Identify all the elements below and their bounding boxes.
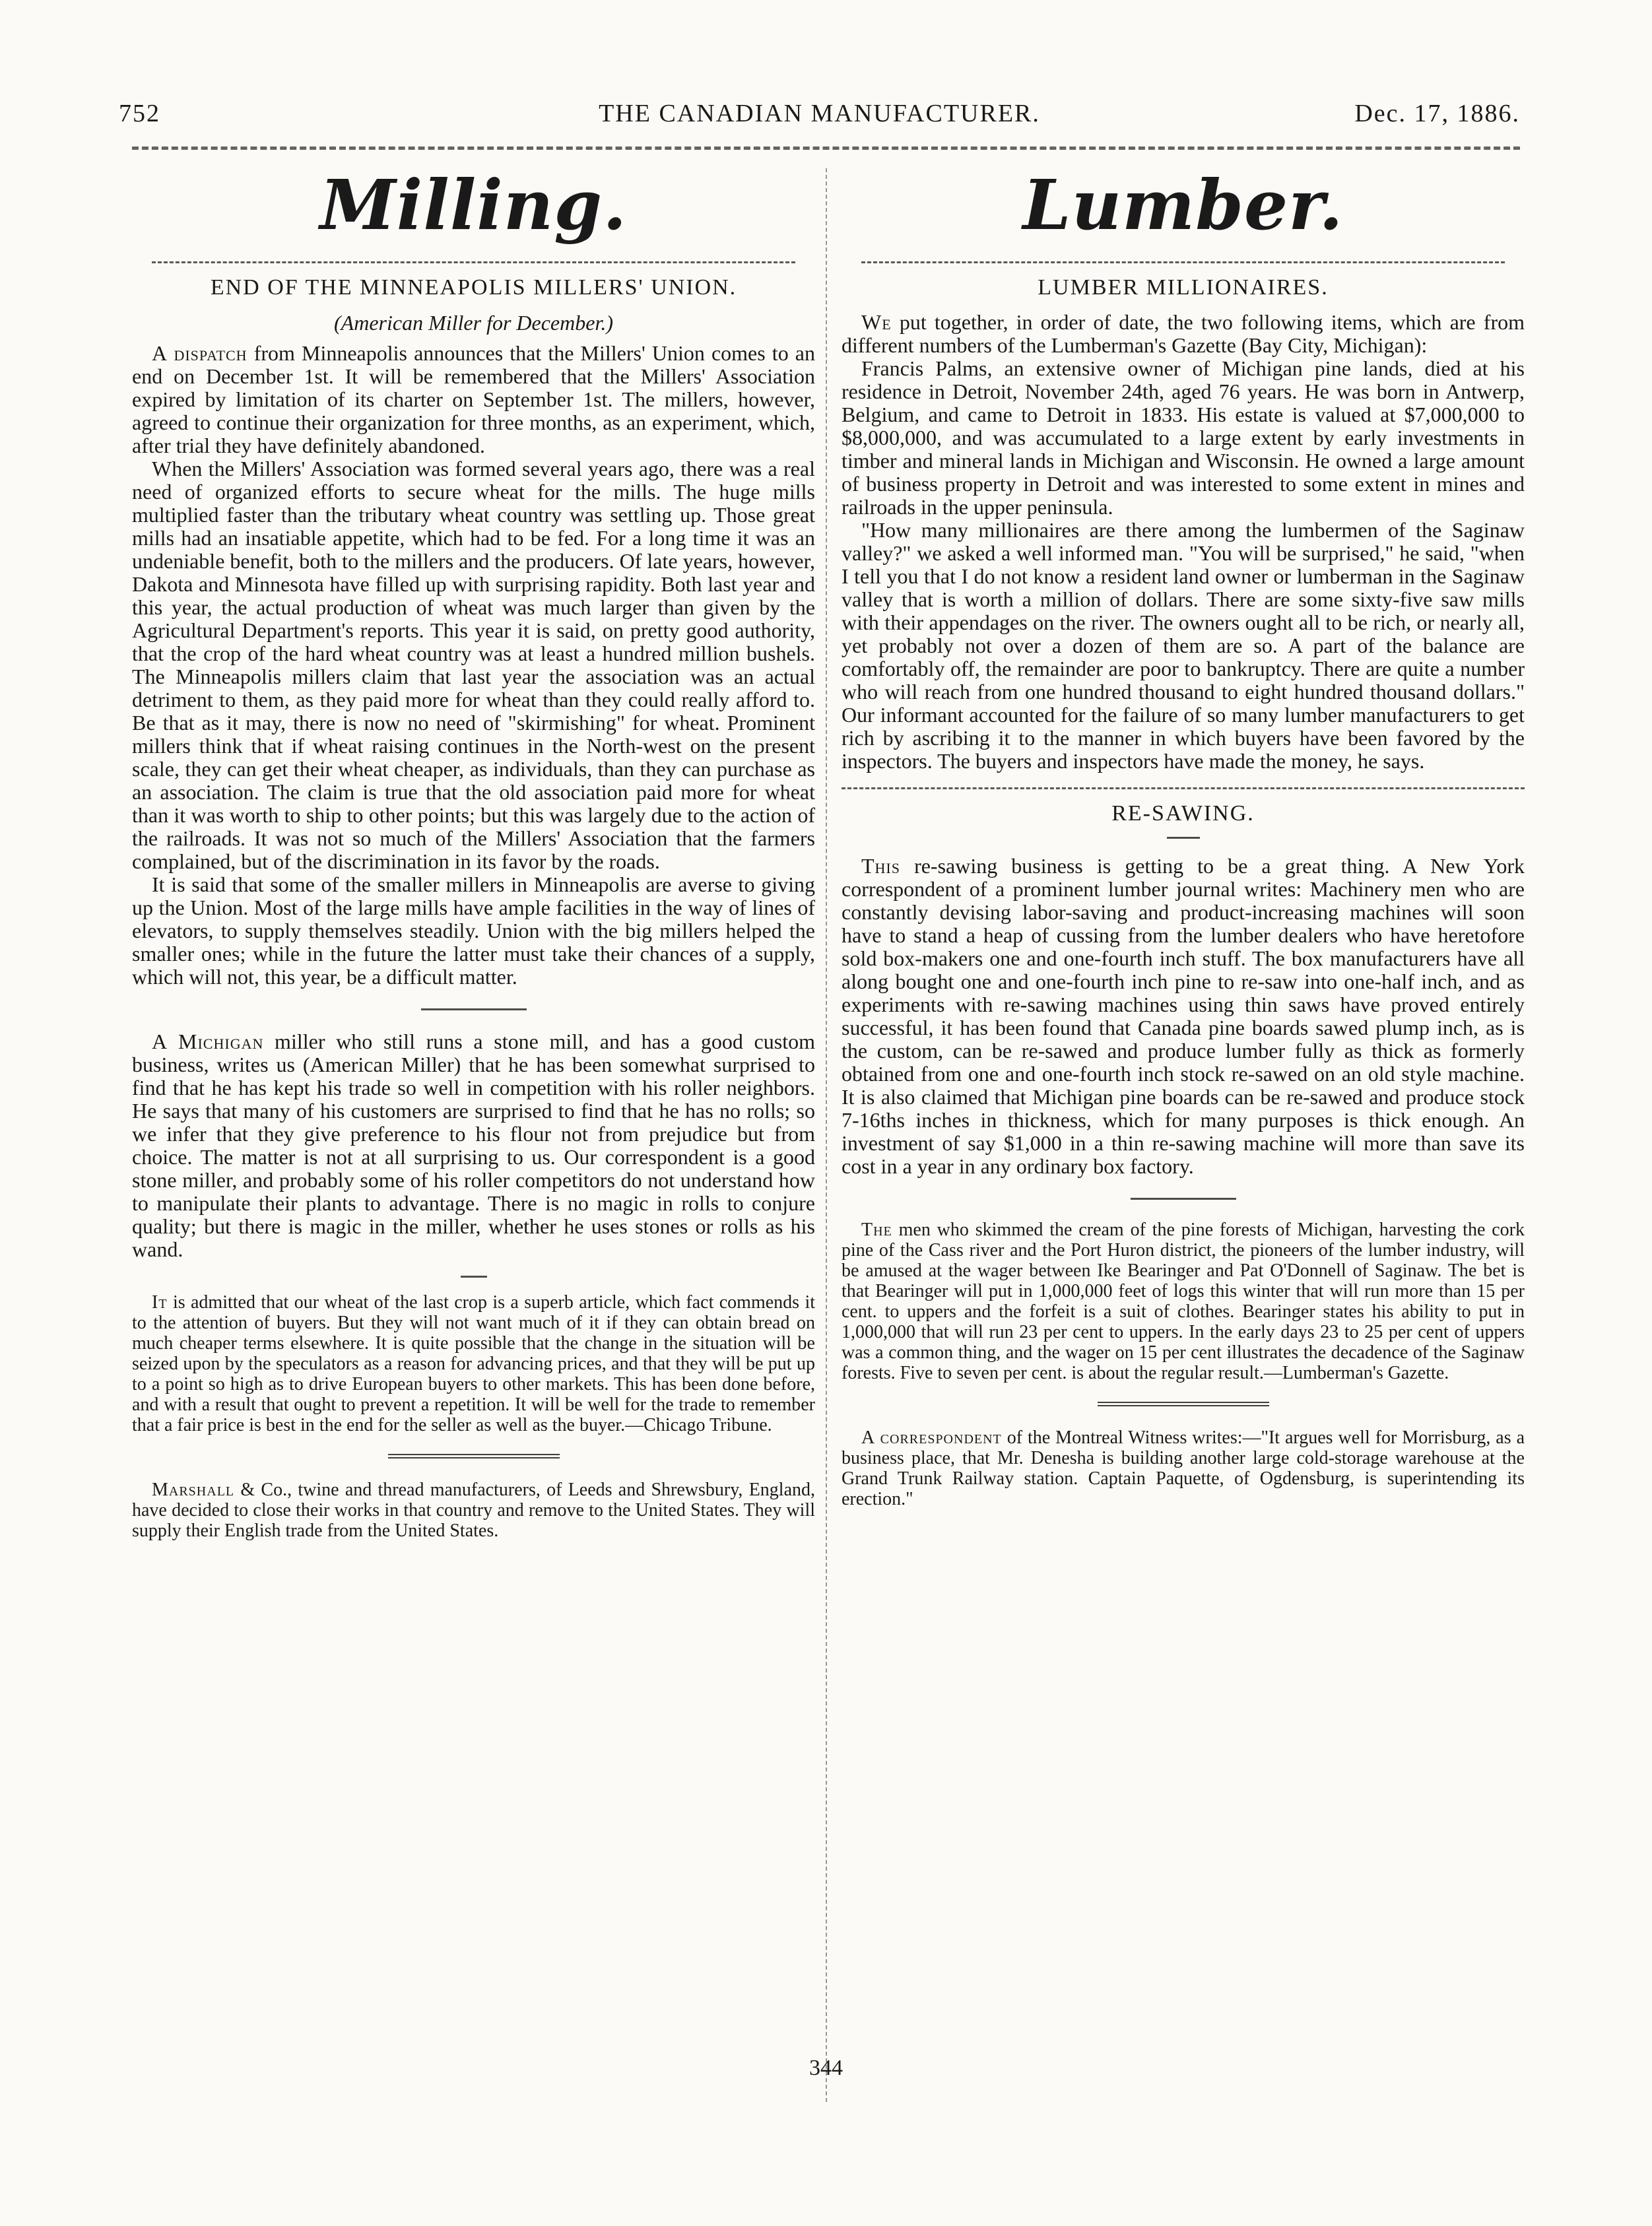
running-head [119,99,1520,139]
article-paragraph: "How many millionaires are there among the lumbermen of the Saginaw valley?" we asked a well informed man. "You will be surprised," he said, "when I tell you that I do not know a resident land owner or lumberman in the Saginaw valley that is worth a million of dollars. There are some sixty-five saw mills with their appendages on the river. The owners ought all to be rich, or nearly all, yet probably not over a dozen of them are so. A part of the balance are comfortably off, the remainder are poor to bankruptcy. There are quite a number who will reach from one hundred thousand to eight hundred thousand dollars." Our informant accounted for the failure of so many lumber manufacturers to get rich by ascribing it to the manner in which buyers have been favored by the inspectors. The buyers and inspectors have made the money, he says. [842,518,1525,773]
article-paragraph: We put together, in order of date, the two following items, which are from different numbers of the Lumberman's Gazette (Bay City, Michigan): [842,310,1525,357]
lead-in: The [861,1220,892,1240]
folio-number: 344 [809,2056,843,2080]
masthead: THE CANADIAN MANUFACTURER. [599,100,1040,127]
article-headline: LUMBER MILLIONAIRES. [1038,275,1329,300]
divider [421,1008,527,1010]
article-headline: END OF THE MINNEAPOLIS MILLERS' UNION. [210,275,737,300]
lead-in: It [152,1292,168,1313]
news-item: A correspondent of the Montreal Witness writes:—"It argues well for Morrisburg, as a business place, that Mr. Denesha is building another large cold-storage warehouse at the Grand Trunk Railway station. Captain Paquette, of Ogdensburg, is superintending its erection." [842,1427,1525,1509]
lead-in: A dispatch [152,341,248,365]
lumber-department-title: Lumber. [1022,164,1344,246]
lead-in: A Michigan [152,1030,264,1053]
article-paragraph: It is said that some of the smaller millers in Minneapolis are averse to giving up the Union. Most of the large mills have ample facilities in the way of lines of elevators, to supply themselves steadily. Union with the big millers helped the smaller ones; while in the future the latter must take their chances of a supply, which will not, this year, be a difficult matter. [132,872,815,989]
article-headline: RE-SAWING. [1111,801,1255,826]
article-paragraph: When the Millers' Association was formed several years ago, there was a real need of organized efforts to secure wheat for the mills. The huge mills multiplied faster than the tributary wheat country was settling up. Those great mills had an insatiable appetite, which had to be fed. For a long time it was an undeniable benefit, both to the millers and the producers. Of late years, however, Dakota and Minnesota have filled up with surprising rapidity. Both last year and this year, the actual production of wheat was much larger than given by the Agricultural Department's reports. This year it is said, on pretty good authority, that the crop of the hard wheat country was at least a hundred million bushels. The Minneapolis millers claim that last year the association was an actual detriment to them, as they paid more for wheat than they could really afford to. Be that as it may, there is now no need of "skirmishing" for wheat. Prominent millers think that if wheat raising continues in the North-west on the present scale, they can get their wheat cheaper, as individuals, than they can purchase as an association. The claim is true that the old association paid more for wheat than it was worth to ship to other points; but this was largely due to the action of the railroads. It was not so much of the Millers' Association that the farmers complained, but of the discrimination in its favor by the roads. [132,457,815,873]
divider [388,1454,560,1461]
divider [842,787,1525,789]
divider [1098,1402,1269,1409]
milling-column [132,158,815,1541]
page-number: 752 [119,100,160,127]
lead-in: We [861,310,892,334]
milling-department-title: Milling. [319,164,628,246]
lumber-column [842,158,1525,1509]
article-source: (American Miller for December.) [334,311,613,335]
issue-date: Dec. 17, 1886. [1354,100,1520,127]
news-item: A Michigan miller who still runs a stone mill, and has a good custom business, writes us (American Miller) that he has been somewhat surprised to find that he has kept his trade so well in competition with his roller neighbors. He says that many of his customers are surprised to find that he has no rolls; so we infer that they give preference to his flour not from prejudice but from choice. The matter is not at all surprising to us. Our correspondent is a good stone miller, and probably some of his roller competitors do not understand how to manipulate their plants to advantage. There is no magic in rolls to conjure quality; but there is magic in the miller, whether he uses stones or rolls as his wand. [132,1030,815,1261]
article-paragraph: This re-sawing business is getting to be a great thing. A New York correspondent of a prominent lumber journal writes: Machinery men who are constantly devising labor-saving and product-increasing machines will soon have to stand a heap of cussing from the lumber dealers who have heretofore sold box-makers one and one-fourth inch stuff. The box manufacturers have all along bought one and one-fourth inch pine to re-saw into one-half inch, and as experiments with re-sawing machines using thin saws have proved entirely successful, it has been found that Canada pine boards sawed plump inch, as is the custom, can be re-sawed and produce lumber fully as thick as formerly obtained from one and one-fourth inch stock re-sawed on an old style machine. It is also claimed that Michigan pine boards can be re-sawed and produce stock 7-16ths inches in thickness, which for many purposes is thick enough. An investment of say $1,000 in a thin re-sawing machine will more than save its cost in a year in any ordinary box factory. [842,854,1525,1178]
divider [861,261,1505,263]
lead-in: Marshall [152,1480,235,1500]
column-divider [826,168,827,2102]
divider [1167,837,1200,839]
news-item: The men who skimmed the cream of the pine forests of Michigan, harvesting the cork pine of the Cass river and the Port Huron district, the pioneers of the lumber industry, will be amused at the wager between Ike Bearinger and Pat O'Donnell of Saginaw. The bet is that Bearinger will put in 1,000,000 feet of logs this winter that will run more than 15 per cent. to uppers and the forfeit is a suit of clothes. Bearinger states his ability to put in 1,000,000 that will run 23 per cent to uppers. In the early days 23 to 25 per cent of uppers was a common thing, and the wager on 15 per cent illustrates the decadence of the Saginaw forests. Five to seven per cent. is about the regular result.—Lumberman's Gazette. [842,1220,1525,1383]
divider [461,1276,487,1278]
header-rule [132,147,1520,150]
divider [152,261,795,263]
lead-in: This [861,854,900,878]
article-paragraph: A dispatch from Minneapolis announces that the Millers' Union comes to an end on December 1st. It will be remembered that the Millers' Association expired by limitation of its charter on September 1st. The millers, however, agreed to continue their organization for three months, as an experiment, which, after trial they have definitely abandoned. [132,341,816,457]
news-item: It is admitted that our wheat of the last crop is a superb article, which fact commends it to the attention of buyers. But they will not want much of it if they can obtain bread on much cheaper terms elsewhere. It is quite possible that the change in the situation will be seized upon by the speculators as a reason for advancing prices, and that they will be put up to a point so high as to drive European buyers to other markets. This has been done before, and with a result that ought to prevent a repetition. It will be well for the trade to remember that a fair price is best in the end for the seller as well as the buyer.—Chicago Tribune. [132,1292,816,1435]
lead-in: A correspondent [861,1427,1002,1448]
divider [1131,1198,1236,1200]
article-paragraph: Francis Palms, an extensive owner of Michigan pine lands, died at his residence in Detroit, November 24th, aged 76 years. He was born in Antwerp, Belgium, and came to Detroit in 1833. His estate is valued at $7,000,000 to $8,000,000, and was accumulated to a large extent by early investments in timber and mineral lands in Michigan and Wisconsin. He owned a large amount of business property in Detroit and was interested to some extent in mines and railroads in the upper peninsula. [842,356,1525,519]
news-item: Marshall & Co., twine and thread manufacturers, of Leeds and Shrewsbury, England, have decided to close their works in that country and remove to the United States. They will supply their English trade from the United States. [132,1480,816,1541]
